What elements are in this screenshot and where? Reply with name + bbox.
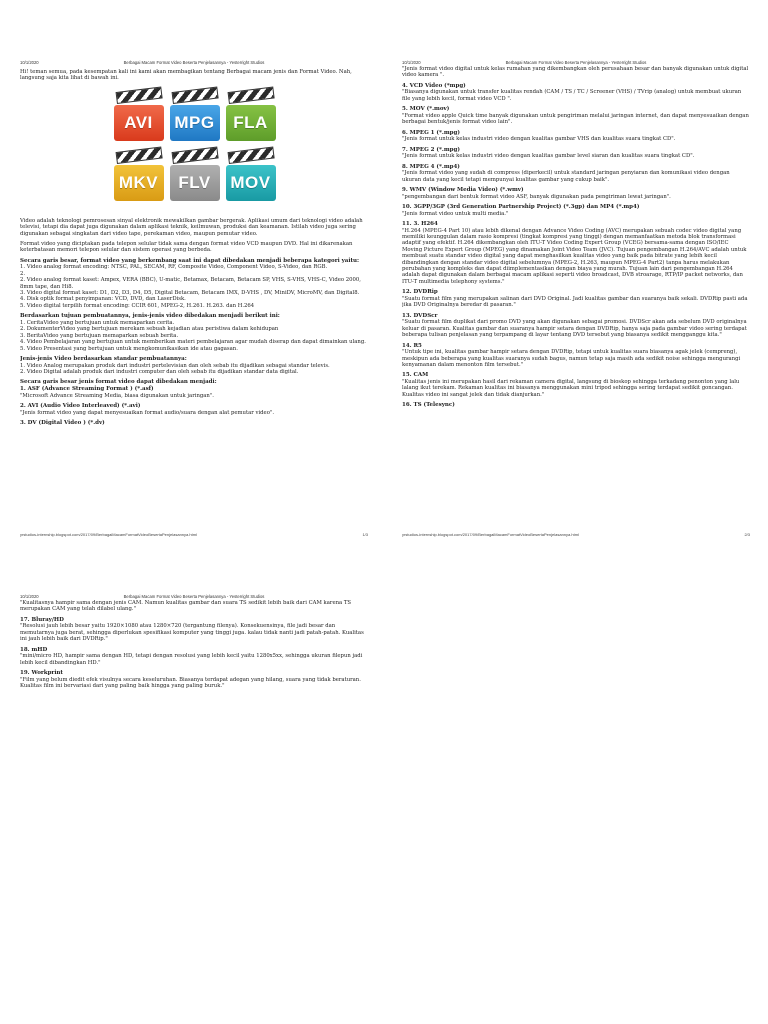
list-item: 1. CeritaVideo yang bertujuan untuk memaparkan cerita. — [20, 319, 175, 326]
page-body — [20, 69, 368, 431]
section-title-purpose: Berdasarkan tujuan pembuatannya, jenis-jenis video dibedakan menjadi berikut ini: — [20, 313, 280, 320]
header-title: Berbagai Macam Format Video Beserta Penjelasannya - Yesterright Studios — [123, 594, 265, 599]
format-banner-image — [112, 88, 277, 210]
page-header — [20, 58, 368, 68]
format-text: "pengembangan dari bentuk format video ASF, banyak digunakan pada pengiriman lewat jaringan". — [402, 193, 671, 200]
format-text: "Biasanya digunakan untuk transfer kualitas rendah (CAM / TS / TC / Screener (VHS) / TVrip (analog) untuk membuat ukuran file yang lebih kecil, format video VCD ". — [402, 89, 742, 102]
list-item: 3. Video digital format kaset: D1, D2, D3, D4, D5, Digital Betacam, Betacam IMX, D-VHS , DV, MiniDV, MicroMV, dan Digital8. — [20, 290, 360, 297]
header-title: Berbagai Macam Format Video Beserta Penjelasannya - Yesterright Studios — [505, 60, 647, 65]
standards-list — [20, 363, 368, 376]
format-title-asf: 1. ASF (Advance Streaming Format ) (*.asf) — [20, 385, 154, 392]
format-text: "Suatu format film duplikat dari promo DVD yang akan digunakan sebagai promosi. DVDScr akan ada sebelum DVD originalnya keluar di pasaran. Kualitas gambar dan suaranya hampir setara dengan DVDRip, hanya saja pada gambar video sering terdapat beberapa tulisan penjelasan yang terpampang di layar tentang DVD tersebut yang biasanya sedikit mengganggu kita." — [402, 319, 747, 339]
format-title: 8. MPEG 4 (*.mp4) — [402, 163, 460, 170]
format-text: "Format video apple Quick time banyak digunakan untuk pengiriman melalui jaringan internet, dan dapat menyesuaikan dengan berbagai bentuk/jenis format video lain". — [402, 112, 749, 126]
format-text: "Kualitas jenis ini merupakan hasil dari rekaman camera digital, langsung di bioskop sehingga terkadang penonton yang lalu lalang ikut terekam. Rekaman kualitas ini biasanya menggunakan mini tripod sehingga sering terdapat sedikit goncangan. Kualitas video ini sangat jelek dan tidak dianjurkan." — [402, 378, 740, 398]
format-title: 5. MOV (*.mov) — [402, 106, 450, 113]
footer-url: yrstudios-internship.blogspot.com/2017/09/BerbagaiMacamFormatVideoBesertaPenjelasannya.html — [402, 532, 579, 537]
format-text: "H.264 (MPEG-4 Part 10) atau lebih dikenal dengan Advance Video Coding (AVC) merupakan sebuah codec video digital yang memiliki keunggulan dalam rasio kompresi (tingkat kompresi yang tinggi) dengan memanfaatkan metoda blok transformasi adaptif yang efektif. H.264 dikembangkan oleh ITU-T Video Coding Expert Group (VCEG) bersama-sama dengan ISO/IEC Moving Picture Expert Group (MPEG) yang dinamakan Joint Video Team (JVC). Tujuan pengembangan H.264/AVC adalah untuk membuat suatu standar video digital yang dapat menghasilkan kualitas video yang baik pada bitrate yang lebih kecil dibandingkan dengan standar video digital sebelumnya (MPEG-2, H.263, maupun MPEG-4 Part2) tanpa harus melakukan perubahan yang kompleks dan dapat diimplementasikan dengan biaya yang murah. Tujuan lain dari pengembangan H.264 adalah dapat digunakan dalam berbagai macam aplikasi seperti video broadcast, DVB stroarage, RTP/IP packet networks, dan ITU-T multimedia telephony systems." — [402, 227, 747, 285]
section-title-formats: Secara garis besar jenis format video dapat dibedakan menjadi: — [20, 379, 217, 386]
mkv-clapper-icon — [114, 152, 164, 202]
list-item: 2. DokumenterVideo yang bertujuan merekam sebuah kejadian atau peristiwa dalam kehidupan — [20, 326, 279, 333]
list-item: 2. — [20, 270, 26, 277]
paragraph-video-definition: Video adalah teknologi pemrosesan sinyal elektronik mewakilkan gambar bergerak. Aplikasi umum dari teknologi video adalah televisi, tetapi dia dapat juga digunakan dalam aplikasi teknik, keilmuwan, produksi dan keamanan. Istilah video juga sering digunakan sebagai singkatan dari video tape, perekaman video, maupun pemutar video. — [20, 217, 363, 237]
header-date: 10/1/2020 — [20, 60, 39, 65]
format-title: 10. 3GPP/3GP (3rd Generation Partnership Project) (*.3gp) dan MP4 (*.mp4) — [402, 204, 640, 211]
list-item: 1. Video Analog merupakan produk dari industri pertelevisian dan oleh sebab itu dijadikan sebagai standar televis. — [20, 362, 330, 369]
footer-url: yrstudios-internship.blogspot.com/2017/09/BerbagaiMacamFormatVideoBesertaPenjelasannya.html — [20, 532, 197, 537]
format-title-dv: 3. DV (Digital Video ) (*.dv) — [20, 419, 105, 426]
list-item: 1. Video analog format encoding: NTSC, PAL, SECAM, RF, Composite Video, Component Video, S-Video, dan RGB. — [20, 264, 328, 271]
list-item: 2. Video analog format kaset: Ampex, VERA (BBC), U-matic, Betamax, Betacam, Betacam SP, VHS, S-VHS, VHS-C, Video 2000, 8mm tape, dan Hi8. — [20, 277, 361, 290]
header-date: 10/1/2020 — [402, 60, 421, 65]
banner-label: FLA — [226, 105, 276, 141]
banner-label: FLV — [170, 165, 220, 201]
format-title: 18. mHD — [20, 646, 48, 653]
format-title: 15. CAM — [402, 372, 429, 379]
page-footer — [20, 532, 368, 540]
lead-text: "Jenis format video digital untuk kelas rumahan yang dikembangkan oleh perusahaan besar dan banyak digunakan untuk digital video kamera ". — [402, 66, 749, 79]
footer-page-number: 2/3 — [744, 532, 750, 537]
format-title: 16. TS (Telesync) — [402, 402, 455, 409]
format-text-avi: "Jenis format video yang dapat menyesuaikan format audio/suara dengan alat pemutar video". — [20, 409, 274, 416]
avi-clapper-icon — [114, 92, 164, 142]
footer-page-number: 1/3 — [362, 532, 368, 537]
format-title: 4. VCD Video (*mpg) — [402, 82, 466, 89]
banner-label: MOV — [226, 165, 276, 201]
page-footer — [402, 532, 750, 540]
format-text: "Resolusi jauh lebih besar yaitu 1920×1080 atau 1280×720 (tergantung filenya). Konsekuensinya, file jadi besar dan memutarnya juga berat, sehingga diperlukan spesifikasi komputer yang tinggi juga. kalau tidak nanti jadi patah-patah. Kualitas ini jauh lebih baik dari DVDRip." — [20, 623, 364, 643]
format-text-asf: "Microsoft Advance Streaming Media, biasa digunakan untuk jaringan". — [20, 392, 214, 399]
format-text: "Jenis format untuk kelas industri video dengan kualitas gambar level siaran dan kualitas suara tingkat CD". — [402, 153, 695, 160]
flv-clapper-icon — [170, 152, 220, 202]
page-body — [20, 600, 368, 693]
format-text: "Suatu format film yang merupakan salinan dari DVD Original. Jadi kualitas gambar dan suaranya baik sekali. DVDRip pasti ada jika DVD Originalnya beredar di pasaran." — [402, 295, 748, 309]
header-title: Berbagai Macam Format Video Beserta Penjelasannya - Yesterright Studios — [123, 60, 265, 65]
pdf-page-3 — [20, 592, 368, 792]
format-title: 9. WMV (Window Media Video) (*.wmv) — [402, 187, 524, 194]
format-text: "Jenis format untuk kelas industri video dengan kualitas gambar VHS dan kualitas suara tingkat CD". — [402, 136, 676, 143]
format-title: 11. 3. H264 — [402, 221, 438, 228]
format-title: 12. DVDRip — [402, 289, 438, 296]
format-title-avi: 2. AVI (Audio Video Interleaved) (*.avi) — [20, 402, 141, 409]
list-item: 4. Disk optik format penyimpanan: VCD, DVD, dan LaserDisk. — [20, 296, 186, 303]
format-title: 14. R5 — [402, 342, 422, 349]
banner-label: AVI — [114, 105, 164, 141]
banner-label: MKV — [114, 165, 164, 201]
list-item: 2. Video Digital adalah produk dari industri computer dan oleh sebab itu dijadikan standar data digital. — [20, 368, 299, 375]
mov-clapper-icon — [226, 152, 276, 202]
list-item: 5. Video digital terpilih format encoding: CCIR 601, MPEG-2, H.261. H.263. dan H.264 — [20, 302, 255, 309]
mpg-clapper-icon — [170, 92, 220, 142]
section-title-standards: Jenis-jenis Video berdasarkan standar pembuatannya: — [20, 355, 187, 362]
format-text: "Film yang belum diedit efek visulnya secara keseluruhan. Biasanya terdapat adegan yang hilang, suara yang tidak beraturan. Kualitas film ini bervariasi dari yang paling baik hingga yang paling buruk." — [20, 676, 361, 690]
lead-text: "Kualitasnya hampir sama dengan jenis CAM. Namun kualitas gambar dan suara TS sedikit lebih baik dari CAM karena TS merupakan CAM yang telah dilabel ulang." — [20, 600, 352, 613]
format-title: 19. Workprint — [20, 670, 63, 677]
format-title: 7. MPEG 2 (*.mpg) — [402, 146, 460, 153]
header-date: 10/1/2020 — [20, 594, 39, 599]
list-item: 5. Video Presentasi yang bertujuan untuk mengkomunikasikan ide atau gagasan. — [20, 345, 238, 352]
format-text: "Jenis format video untuk multi media." — [402, 210, 509, 217]
pdf-page-2 — [402, 58, 750, 540]
format-title: 6. MPEG 1 (*.mpg) — [402, 129, 460, 136]
format-text: "Jenis format video yang sudah di compress (diperkecil) untuk standard jaringan penyiaran dan komunikasi video dengan ukuran data yang kecil tetapi mempunyai kualitas gambar yang cukup baik". — [402, 170, 730, 183]
fla-clapper-icon — [226, 92, 276, 142]
format-title: 13. DVDScr — [402, 312, 438, 319]
section-title-categories: Secara garis besar, format video yang berkembang saat ini dapat dibedakan menjadi beberapa kategori yaitu: — [20, 257, 360, 264]
category-list — [20, 264, 368, 309]
page-body — [402, 66, 750, 413]
paragraph-phone-format: Format video yang diciptakan pada telepon selular tidak sama dengan format video VCD maupun DVD. Hal ini dikarenakan keterbatasan memori telepon selular dan sistem operasi yang berbeda. — [20, 241, 353, 254]
format-text: "Untuk tipe ini, kualitas gambar hampir setara dengan DVDRip, tetapi untuk kualitas suara biasanya agak jelek (cempreng), meskipun ada beberapa yang kualitas suaranya sudah bagus, namun tetap saja masih ada sedikit noise sehingga mengurangi kenyamanan dalam menonton film tersebut." — [402, 349, 741, 368]
format-title: 17. Bluray/HD — [20, 616, 64, 623]
pdf-page-1 — [20, 58, 368, 540]
purpose-list — [20, 320, 368, 352]
format-text: "mini/micro HD, hampir sama dengan HD, tetapi dengan resolusi yang lebih kecil yaitu 1280x5xx, sehingga ukuran filepun jadi lebih kecil dibandingkan HD." — [20, 653, 363, 666]
banner-label: MPG — [170, 105, 220, 141]
intro-text: Hi! teman semua, pada kesempatan kali ini kami akan membagikan tentang Berbagai macam jenis dan Format Video. Nah, langsung saja kita lihat di bawah ini. — [20, 69, 352, 82]
list-item: 3. BeritaVideo yang bertujuan memaparkan sebuah berita. — [20, 332, 179, 339]
list-item: 4. Video Pembelajaran yang bertujuan untuk memberikan materi pembelajaran agar mudah diserap dan dapat dimainkan ulang. — [20, 339, 366, 346]
